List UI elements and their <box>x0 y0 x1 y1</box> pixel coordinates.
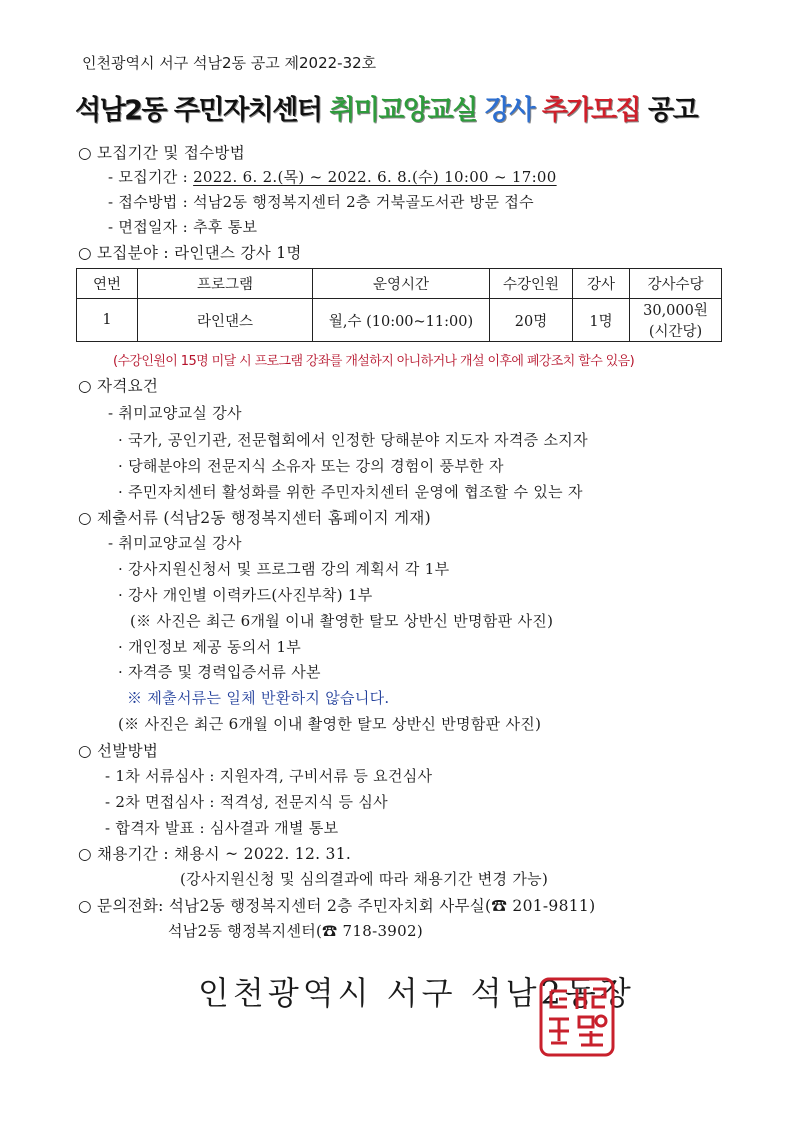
photo-note: (※ 사진은 최근 6개월 이내 촬영한 탈모 상반신 반명함판 사진) <box>130 612 554 630</box>
table-cell-program: 라인댄스 <box>138 299 313 342</box>
seal-stroke <box>551 991 567 1007</box>
photo-note: (※ 사진은 최근 6개월 이내 촬영한 탈모 상반신 반명함판 사진) <box>118 715 542 733</box>
title-part-instructor: 강사 <box>484 95 542 126</box>
section-recruitment-period: ○ 모집기간 및 접수방법 <box>78 144 245 162</box>
page-title <box>75 88 697 127</box>
table-cell-no: 1 <box>77 299 138 342</box>
document-item: · 개인정보 제공 동의서 1부 <box>118 638 302 656</box>
contact-line-1: ○ 문의전화: 석남2동 행정복지센터 2층 주민자치회 사무실(☎ 201-9811) <box>78 897 596 915</box>
title-part-recruit: 추가모집 <box>541 95 649 126</box>
selection-step: - 1차 서류심사 : 지원자격, 구비서류 등 요건심사 <box>105 767 433 785</box>
documents-subheading: - 취미교양교실 강사 <box>108 534 242 552</box>
seal-stroke <box>549 1019 569 1043</box>
title-part-notice: 공고 <box>648 95 698 126</box>
recruitment-table <box>76 268 722 342</box>
notice-number: 인천광역시 서구 석남2동 공고 제2022-32호 <box>82 54 377 72</box>
section-qualifications: ○ 자격요건 <box>78 377 159 395</box>
section-employment-period: ○ 채용기간 : 채용시 ~ 2022. 12. 31. <box>78 845 352 863</box>
qualification-item: · 국가, 공인기관, 전문협회에서 인정한 당해분야 지도자 자격증 소지자 <box>118 431 588 449</box>
section-selection-method: ○ 선발방법 <box>78 742 159 760</box>
table-row <box>77 299 722 342</box>
document-item: · 강사 개인별 이력카드(사진부착) 1부 <box>118 586 373 604</box>
section-documents: ○ 제출서류 (석남2동 행정복지센터 홈페이지 게재) <box>78 509 432 527</box>
selection-step: - 합격자 발표 : 심사결과 개별 통보 <box>105 819 339 837</box>
seal-stroke <box>577 989 605 1009</box>
title-part-class: 취미교양교실 <box>329 95 485 126</box>
fee-amount: 30,000원 <box>643 303 708 319</box>
table-header: 강사 <box>573 269 630 299</box>
table-note: (수강인원이 15명 미달 시 프로그램 강좌를 개설하지 아니하거나 개설 이후에 폐강조치 할수 있음) <box>113 354 635 369</box>
recruitment-period-label: - 모집기간 : <box>108 168 194 186</box>
employment-period-note: (강사지원신청 및 심의결과에 따라 채용기간 변경 가능) <box>180 870 549 888</box>
document-item: · 자격증 및 경력입증서류 사본 <box>118 663 321 681</box>
contact-line-2: 석남2동 행정복지센터(☎ 718-3902) <box>168 922 423 940</box>
section-recruitment-field: ○ 모집분야 : 라인댄스 강사 1명 <box>78 244 302 262</box>
table-cell-instructors: 1명 <box>573 299 630 342</box>
application-method: - 접수방법 : 석남2동 행정복지센터 2층 거북골도서관 방문 접수 <box>108 193 534 211</box>
qualification-item: · 주민자치센터 활성화를 위한 주민자치센터 운영에 협조할 수 있는 자 <box>118 483 583 501</box>
table-cell-fee <box>630 299 722 342</box>
table-header: 강사수당 <box>630 269 722 299</box>
table-cell-students: 20명 <box>490 299 573 342</box>
table-header: 수강인원 <box>490 269 573 299</box>
title-part-center: 석남2동 주민자치센터 <box>75 95 330 126</box>
recruitment-period-value: 2022. 6. 2.(목) ~ 2022. 6. 8.(수) 10:00 ~ 17:00 <box>193 168 557 186</box>
seal-stroke <box>579 1017 603 1045</box>
selection-step: - 2차 면접심사 : 적격성, 전문지식 등 심사 <box>105 793 388 811</box>
no-return-note: ※ 제출서류는 일체 반환하지 않습니다. <box>127 689 390 707</box>
table-header: 운영시간 <box>313 269 490 299</box>
interview-date: - 면접일자 : 추후 통보 <box>108 218 258 236</box>
table-header: 프로그램 <box>138 269 313 299</box>
official-seal-icon <box>537 975 617 1059</box>
table-cell-time: 월,수 (10:00~11:00) <box>313 299 490 342</box>
issuer-signature: 인천광역시 서구 석남2동장 <box>198 974 635 1012</box>
qualifications-subheading: - 취미교양교실 강사 <box>108 404 242 422</box>
table-header: 연번 <box>77 269 138 299</box>
table-header-row <box>77 269 722 299</box>
seal-stroke <box>596 1016 606 1026</box>
document-item: · 강사지원신청서 및 프로그램 강의 계획서 각 1부 <box>118 560 450 578</box>
recruitment-period <box>108 166 557 187</box>
qualification-item: · 당해분야의 전문지식 소유자 또는 강의 경험이 풍부한 자 <box>118 457 504 475</box>
fee-unit: (시간당) <box>648 324 703 340</box>
